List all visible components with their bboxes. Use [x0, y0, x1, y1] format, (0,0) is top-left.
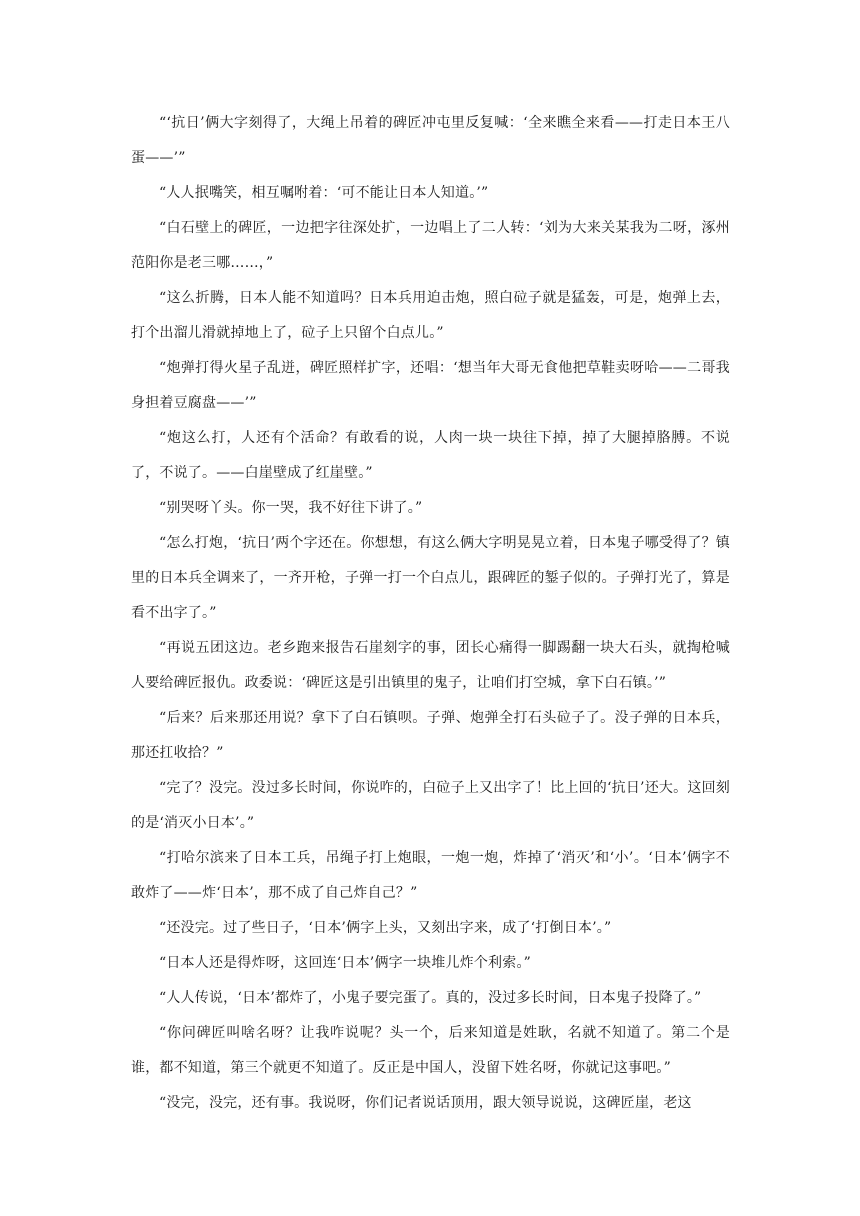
paragraph-8: “怎么打炮，‘抗日’两个字还在。你想想，有这么俩大字明晃晃立着，日本鬼子哪受得了？镇里的日本兵全调来了，一齐开枪，子弹一打一个白点儿，跟碑匠的錾子似的。子弹打光了，算是看不出字了。” [131, 535, 730, 621]
paragraph-1: “‘抗日’俩大字刻得了，大绳上吊着的碑匠冲屯里反复喊：‘全来瞧全来看——打走日本王八蛋——’” [131, 115, 730, 166]
paragraph-2: “人人抿嘴笑，相互嘱咐着：‘可不能让日本人知道。’” [159, 185, 489, 201]
paragraph-4: “这么折腾，日本人能不知道吗？日本兵用迫击炮，照白砬子就是猛轰，可是，炮弹上去，打个出溜儿滑就掉地上了，砬子上只留个白点儿。” [131, 290, 730, 341]
paragraph-7: “别哭呀丫头。你一哭，我不好往下讲了。” [159, 500, 423, 516]
paragraph-12: “打哈尔滨来了日本工兵，吊绳子打上炮眼，一炮一炮，炸掉了‘消灭’和‘小’。‘日本’俩字不敢炸了——炸‘日本’，那不成了自己炸自己？” [131, 850, 730, 901]
paragraph-17: “没完，没完，还有事。我说呀，你们记者说话顶用，跟大领导说说，这碑匠崖，老这 [159, 1095, 692, 1111]
paragraph-14: “日本人还是得炸呀，这回连‘日本’俩字一块堆儿炸个利索。” [159, 955, 532, 971]
paragraph-16: “你问碑匠叫啥名呀？让我咋说呢？头一个，后来知道是姓耿，名就不知道了。第二个是谁，都不知道，第三个就更不知道了。反正是中国人，没留下姓名呀，你就记这事吧。” [131, 1025, 730, 1076]
paragraph-6: “炮这么打，人还有个活命？有敢看的说，人肉一块一块往下掉，掉了大腿掉胳膊。不说了，不说了。——白崖壁成了红崖壁。” [131, 430, 730, 481]
paragraph-9: “再说五团这边。老乡跑来报告石崖刻字的事，团长心痛得一脚踢翻一块大石头，就掏枪喊人要给碑匠报仇。政委说：‘碑匠这是引出镇里的鬼子，让咱们打空城，拿下白石镇。’” [131, 640, 730, 691]
paragraph-3: “白石壁上的碑匠，一边把字往深处扩，一边唱上了二人转：‘刘为大来关某我为二呀，涿州范阳你是老三哪……，” [131, 220, 730, 271]
document-body [131, 106, 730, 1121]
paragraph-10: “后来？后来那还用说？拿下了白石镇呗。子弹、炮弹全打石头砬子了。没子弹的日本兵，那还扛收拾？” [131, 710, 730, 761]
paragraph-5: “炮弹打得火星子乱迸，碑匠照样扩字，还唱：‘想当年大哥无食他把草鞋卖呀哈——二哥我身担着豆腐盘——’” [131, 360, 730, 411]
paragraph-11: “完了？没完。没过多长时间，你说咋的，白砬子上又出字了！比上回的‘抗日’还大。这回刻的是‘消灭小日本’。” [131, 780, 730, 831]
paragraph-13: “还没完。过了些日子，‘日本’俩字上头，又刻出字来，成了‘打倒日本’。” [159, 920, 612, 936]
paragraph-15: “人人传说，‘日本’都炸了，小鬼子要完蛋了。真的，没过多长时间，日本鬼子投降了。” [159, 990, 702, 1006]
